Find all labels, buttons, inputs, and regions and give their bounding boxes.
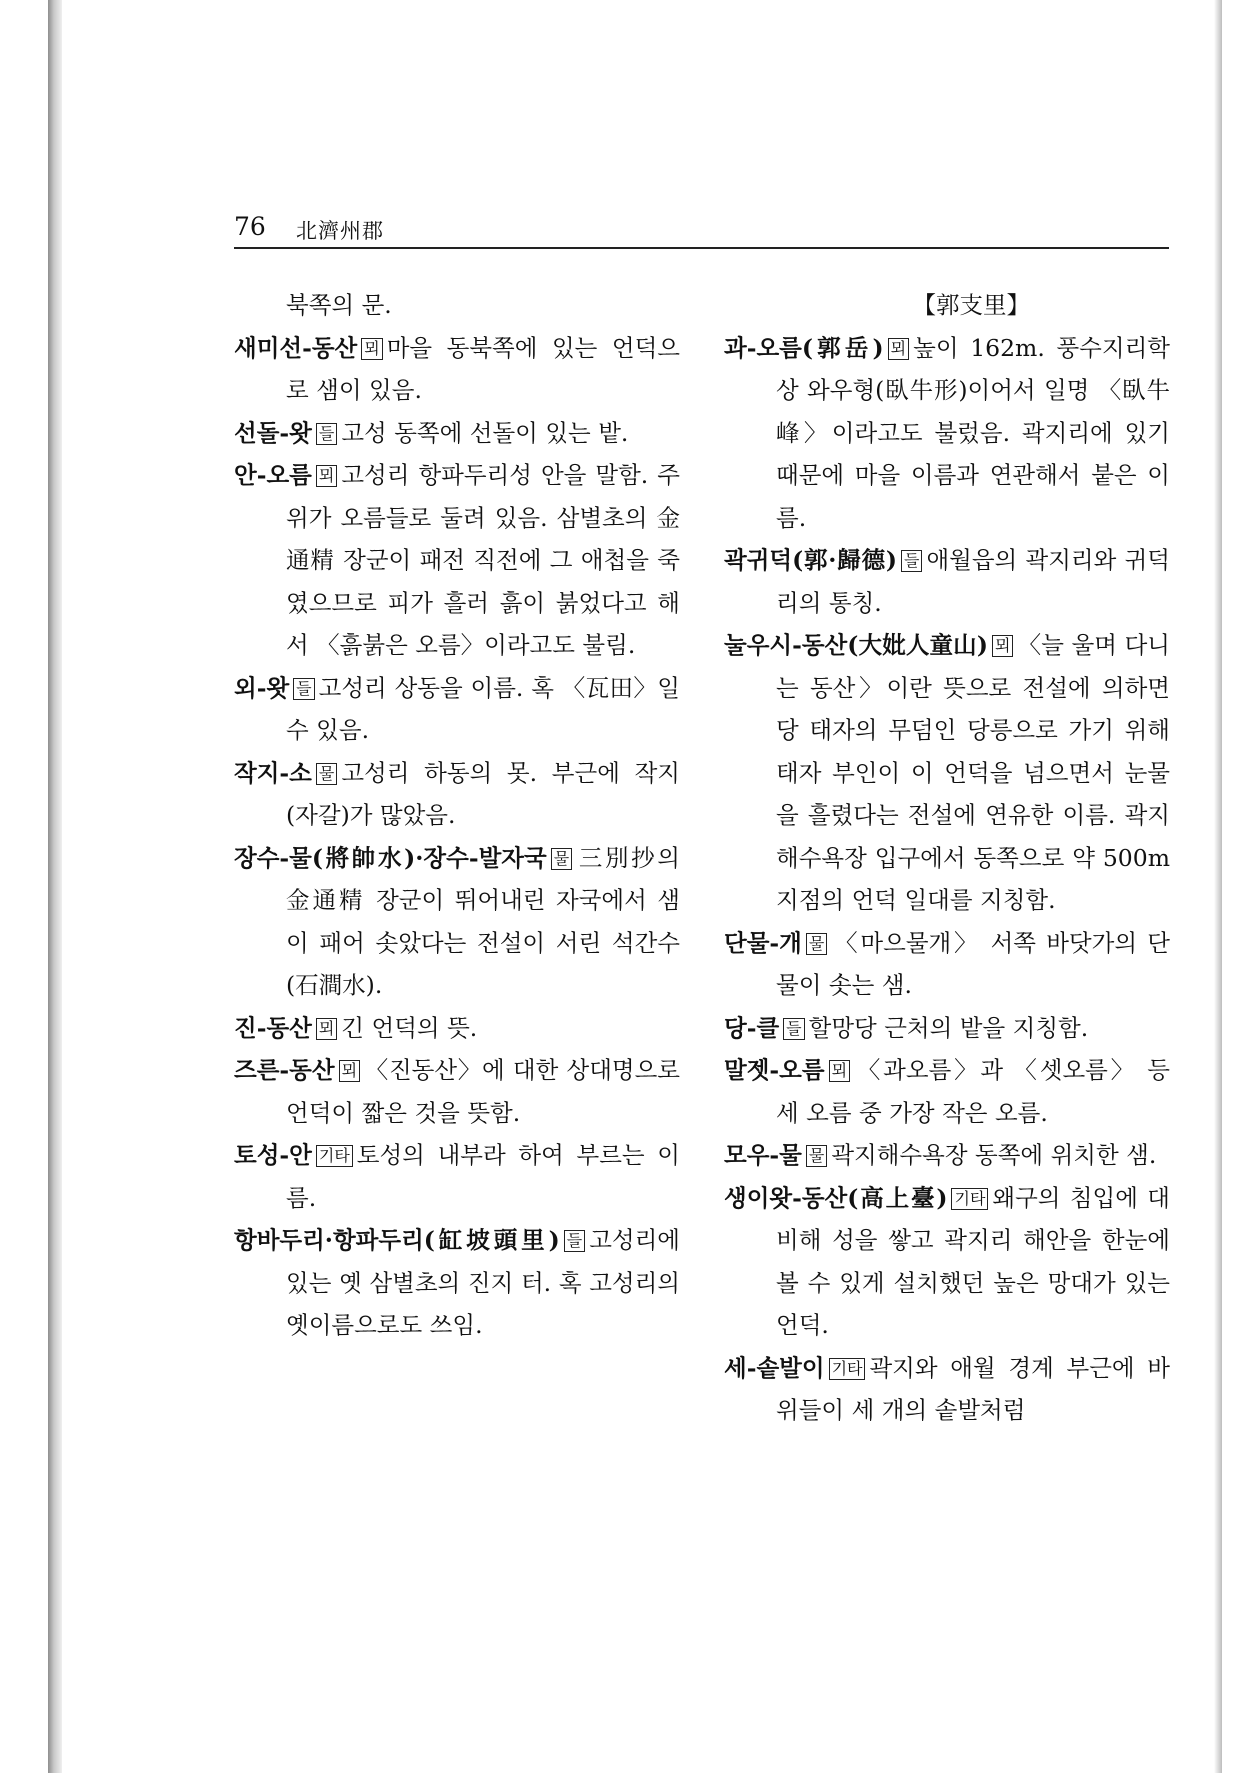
header-rule [234, 247, 1169, 249]
entry-definition: 곽지해수욕장 동쪽에 위치한 샘. [831, 1141, 1157, 1169]
entry-definition: 왜구의 침입에 대비해 성을 쌓고 곽지리 해안을 한눈에 볼 수 있게 설치했던 높은 망대가 있는 언덕. [776, 1183, 1170, 1339]
category-tag: 뫼 [316, 1018, 337, 1040]
dictionary-entry [724, 1134, 1170, 1177]
entry-term: 과-오름(郭岳) [724, 333, 884, 362]
page-edge [1214, 0, 1222, 1773]
entry-definition: 고성 동쪽에 선돌이 있는 밭. [341, 418, 629, 447]
dictionary-entry [724, 1049, 1170, 1134]
entry-definition: 〈진동산〉에 대한 상대명으로 언덕이 짧은 것을 뜻함. [286, 1056, 680, 1127]
entry-term: 작지-소 [234, 758, 312, 787]
entry-definition: 긴 언덕의 뜻. [341, 1013, 478, 1042]
entry-term: 장수-물(將帥水)·장수-발자국 [234, 843, 547, 872]
running-title: 北濟州郡 [296, 219, 384, 243]
dictionary-entry [724, 1347, 1170, 1432]
entry-definition: 곽지와 애월 경계 부근에 바위들이 세 개의 솥발처럼 [776, 1353, 1170, 1424]
category-tag: 기타 [951, 1188, 988, 1210]
dictionary-entry [724, 327, 1170, 540]
entry-definition: 마을 동북쪽에 있는 언덕으로 샘이 있음. [286, 333, 680, 404]
entry-definition: 할망당 근처의 밭을 지칭함. [808, 1013, 1089, 1042]
category-tag: 들 [316, 423, 337, 445]
entry-definition: 고성리 항파두리성 안을 말함. 주위가 오름들로 둘려 있음. 삼별초의 金通精 장군이 패전 직전에 그 애첩을 죽였으므로 피가 흘러 흙이 붉었다고 해서 〈흙붉은 오름〉이라고도 불림. [286, 461, 680, 659]
dictionary-entry [234, 454, 680, 667]
entry-definition: 고성리 상동을 이름. 혹 〈瓦田〉일 수 있음. [286, 673, 680, 744]
dictionary-entry [724, 539, 1170, 624]
continuation-text: 북쪽의 문. [286, 291, 392, 319]
entry-term: 토성-안 [234, 1141, 312, 1169]
dictionary-entry [234, 412, 680, 455]
category-tag: 뫼 [992, 635, 1013, 657]
entry-definition: 토성의 내부라 하여 부르는 이름. [286, 1141, 680, 1212]
entry-term: 새미선-동산 [234, 333, 358, 362]
entry-definition: 〈늘 울며 다니는 동산〉이란 뜻으로 전설에 의하면 당 태자의 무덤인 당릉으로 가기 위해 태자 부인이 이 언덕을 넘으면서 눈물을 흘렸다는 전설에 연유한 이름. 곽지해수욕장 입구에서 동쪽으로 약 500m 지점의 언덕 일대를 지칭함. [776, 631, 1170, 914]
entry-term: 곽귀덕(郭·歸德) [724, 546, 897, 574]
category-tag: 물 [806, 1145, 827, 1167]
entry-term: 당-클 [724, 1013, 780, 1042]
category-tag: 기타 [829, 1358, 866, 1380]
entry-definition: 〈마으물개〉 서쪽 바닷가의 단물이 솟는 샘. [776, 928, 1170, 999]
entry-term: 즈른-동산 [234, 1056, 335, 1084]
entry-term: 항바두리·항파두리(缸坡頭里) [234, 1226, 560, 1254]
entry-term: 선돌-왓 [234, 418, 312, 447]
category-tag: 들 [293, 678, 314, 700]
category-tag: 뫼 [888, 338, 909, 360]
category-tag: 물 [316, 763, 337, 785]
left-column [234, 284, 680, 1347]
section-heading: 【郭支里】 [912, 291, 1030, 319]
category-tag: 물 [551, 848, 572, 870]
dictionary-entry [234, 1007, 680, 1050]
dictionary-entry [234, 667, 680, 752]
entry-term: 외-왓 [234, 673, 290, 702]
entry-term: 세-솥발이 [724, 1353, 825, 1382]
dictionary-entry [234, 1134, 680, 1219]
dictionary-entry [234, 1049, 680, 1134]
entry-term: 눌우시-동산(大妣人童山) [724, 631, 988, 659]
dictionary-entry [724, 1177, 1170, 1347]
dictionary-entry [724, 922, 1170, 1007]
entry-term: 단물-개 [724, 928, 802, 957]
category-tag: 기타 [316, 1145, 353, 1167]
category-tag: 뫼 [361, 338, 382, 360]
page-header [234, 212, 1169, 252]
entry-definition: 고성리 하동의 못. 부근에 작지(자갈)가 많았음. [286, 758, 680, 829]
entry-term: 말젯-오름 [724, 1056, 825, 1084]
category-tag: 뫼 [316, 465, 337, 487]
entry-term: 모우-물 [724, 1141, 802, 1169]
entry-term: 생이왓-동산(高上臺) [724, 1183, 948, 1212]
entry-definition: 높이 162m. 풍수지리학상 와우형(臥牛形)이어서 일명 〈臥牛峰〉이라고도 불렀음. 곽지리에 있기 때문에 마을 이름과 연관해서 붙은 이름. [776, 333, 1170, 532]
category-tag: 들 [564, 1230, 585, 1252]
entry-definition: 〈과오름〉과 〈셋오름〉 등 세 오름 중 가장 작은 오름. [776, 1056, 1170, 1127]
dictionary-entry [724, 624, 1170, 922]
entry-definition: 애월읍의 곽지리와 귀덕리의 통칭. [776, 546, 1170, 617]
entry-definition: 고성리에 있는 옛 삼별초의 진지 터. 혹 고성리의 옛이름으로도 쓰임. [286, 1226, 680, 1339]
category-tag: 들 [901, 550, 922, 572]
dictionary-entry [234, 1219, 680, 1347]
left-entries [234, 327, 680, 1347]
category-tag: 들 [783, 1018, 804, 1040]
dictionary-entry [724, 1007, 1170, 1050]
entry-definition: 三別抄의 金通精 장군이 뛰어내린 자국에서 샘이 패어 솟았다는 전설이 서린 석간수(石澗水). [286, 843, 680, 999]
right-column [724, 284, 1170, 1432]
dictionary-entry [234, 837, 680, 1007]
page-number: 76 [234, 212, 266, 241]
category-tag: 뫼 [829, 1060, 850, 1082]
right-entries [724, 327, 1170, 1432]
dictionary-entry [234, 327, 680, 412]
entry-term: 진-동산 [234, 1013, 312, 1042]
category-tag: 물 [806, 933, 827, 955]
category-tag: 뫼 [339, 1060, 360, 1082]
dictionary-entry [234, 752, 680, 837]
entry-term: 안-오름 [234, 461, 312, 489]
